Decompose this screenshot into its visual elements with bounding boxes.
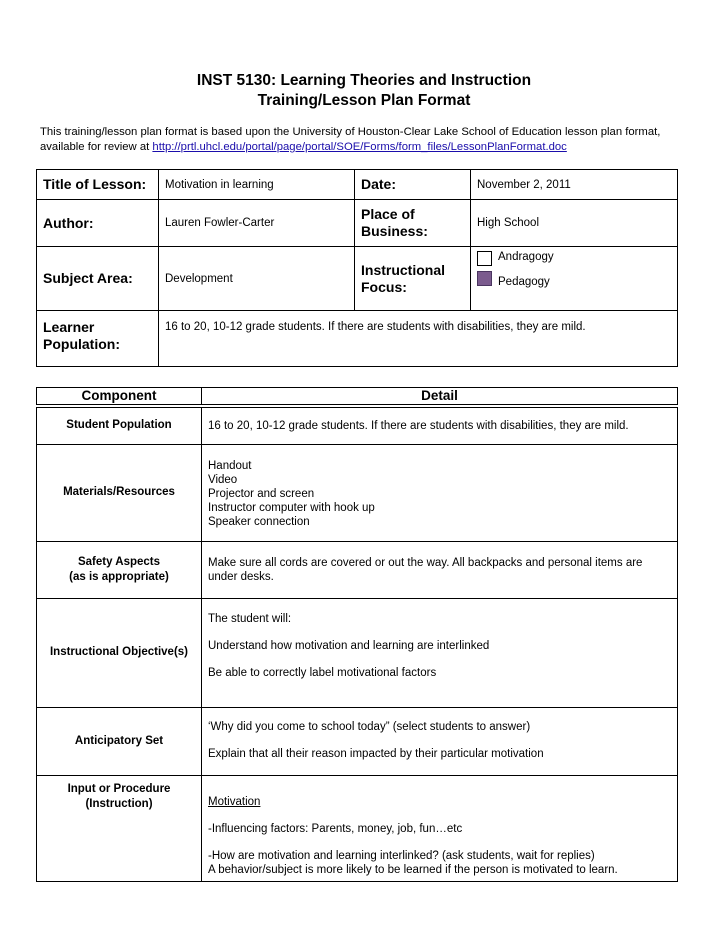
focus-option-pedagogy[interactable] (477, 271, 671, 286)
student-population-detail: 16 to 20, 10-12 grade students. If there are students with disabilities, they are mild. (202, 406, 678, 444)
date-value: November 2, 2011 (471, 170, 678, 200)
student-population-label: Student Population (37, 406, 202, 444)
lesson-plan-format-link[interactable]: http://prtl.uhcl.edu/portal/page/portal/SOE/Forms/form_files/LessonPlanFormat.doc (152, 141, 567, 153)
instructional-focus-options (471, 247, 678, 311)
lesson-info-table (36, 169, 678, 367)
intro-paragraph (40, 125, 690, 155)
title-line-2: Training/Lesson Plan Format (257, 92, 471, 109)
intro-text: This training/lesson plan format is based upon the University of Houston-Clear Lake School of Education lesson plan format, available for review at (40, 126, 661, 153)
pedagogy-checkbox-icon[interactable] (477, 271, 492, 286)
objective-item: Understand how motivation and learning are interlinked (208, 639, 490, 652)
procedure-line: A behavior/subject is more likely to be learned if the person is motivated to learn. (208, 863, 618, 876)
lesson-detail-table (36, 387, 678, 882)
input-procedure-label (37, 775, 202, 881)
procedure-line: -How are motivation and learning interlinked? (ask students, wait for replies) (208, 849, 595, 862)
learner-population-label: Learner Population: (37, 311, 159, 367)
title-of-lesson-value: Motivation in learning (159, 170, 355, 200)
document-title (0, 71, 728, 111)
materials-resources-detail (202, 444, 678, 541)
learner-population-value: 16 to 20, 10-12 grade students. If there are students with disabilities, they are mild. (159, 311, 678, 367)
input-procedure-label-line2: (Instruction) (85, 797, 153, 810)
andragogy-checkbox-icon[interactable] (477, 251, 492, 266)
objectives-intro: The student will: (208, 612, 292, 625)
detail-header: Detail (202, 388, 678, 407)
pedagogy-label: Pedagogy (498, 275, 550, 288)
anticipatory-set-detail (202, 707, 678, 775)
objective-item: Be able to correctly label motivational factors (208, 666, 437, 679)
subject-area-value: Development (159, 247, 355, 311)
andragogy-label: Andragogy (498, 250, 554, 263)
safety-aspects-detail: Make sure all cords are covered or out the way. All backpacks and personal items are under desks. (202, 541, 678, 598)
place-of-business-label: Place of Business: (355, 200, 471, 247)
place-of-business-value: High School (471, 200, 678, 247)
title-line-1: INST 5130: Learning Theories and Instruction (196, 72, 532, 89)
material-item: Speaker connection (208, 515, 310, 528)
author-value: Lauren Fowler-Carter (159, 200, 355, 247)
anticipatory-set-label: Anticipatory Set (37, 707, 202, 775)
safety-aspects-label-line2: (as is appropriate) (69, 570, 169, 583)
author-label: Author: (37, 200, 159, 247)
input-procedure-label-line1: Input or Procedure (67, 782, 171, 795)
component-header: Component (37, 388, 202, 407)
motivation-heading: Motivation (208, 795, 261, 808)
input-procedure-detail (202, 775, 678, 881)
material-item: Instructor computer with hook up (208, 501, 375, 514)
anticipatory-line: Explain that all their reason impacted by their particular motivation (208, 747, 544, 760)
safety-aspects-label (37, 541, 202, 598)
date-label: Date: (355, 170, 471, 200)
materials-resources-label: Materials/Resources (37, 444, 202, 541)
instructional-focus-label: Instructional Focus: (355, 247, 471, 311)
title-of-lesson-label: Title of Lesson: (37, 170, 159, 200)
instructional-objectives-detail (202, 598, 678, 707)
subject-area-label: Subject Area: (37, 247, 159, 311)
instructional-objectives-label: Instructional Objective(s) (37, 598, 202, 707)
safety-aspects-label-line1: Safety Aspects (77, 555, 161, 568)
material-item: Handout (208, 459, 252, 472)
anticipatory-line: ‘Why did you come to school today” (select students to answer) (208, 720, 531, 733)
material-item: Projector and screen (208, 487, 315, 500)
procedure-line: -Influencing factors: Parents, money, job, fun…etc (208, 822, 463, 835)
focus-option-andragogy[interactable] (477, 251, 671, 266)
material-item: Video (208, 473, 238, 486)
